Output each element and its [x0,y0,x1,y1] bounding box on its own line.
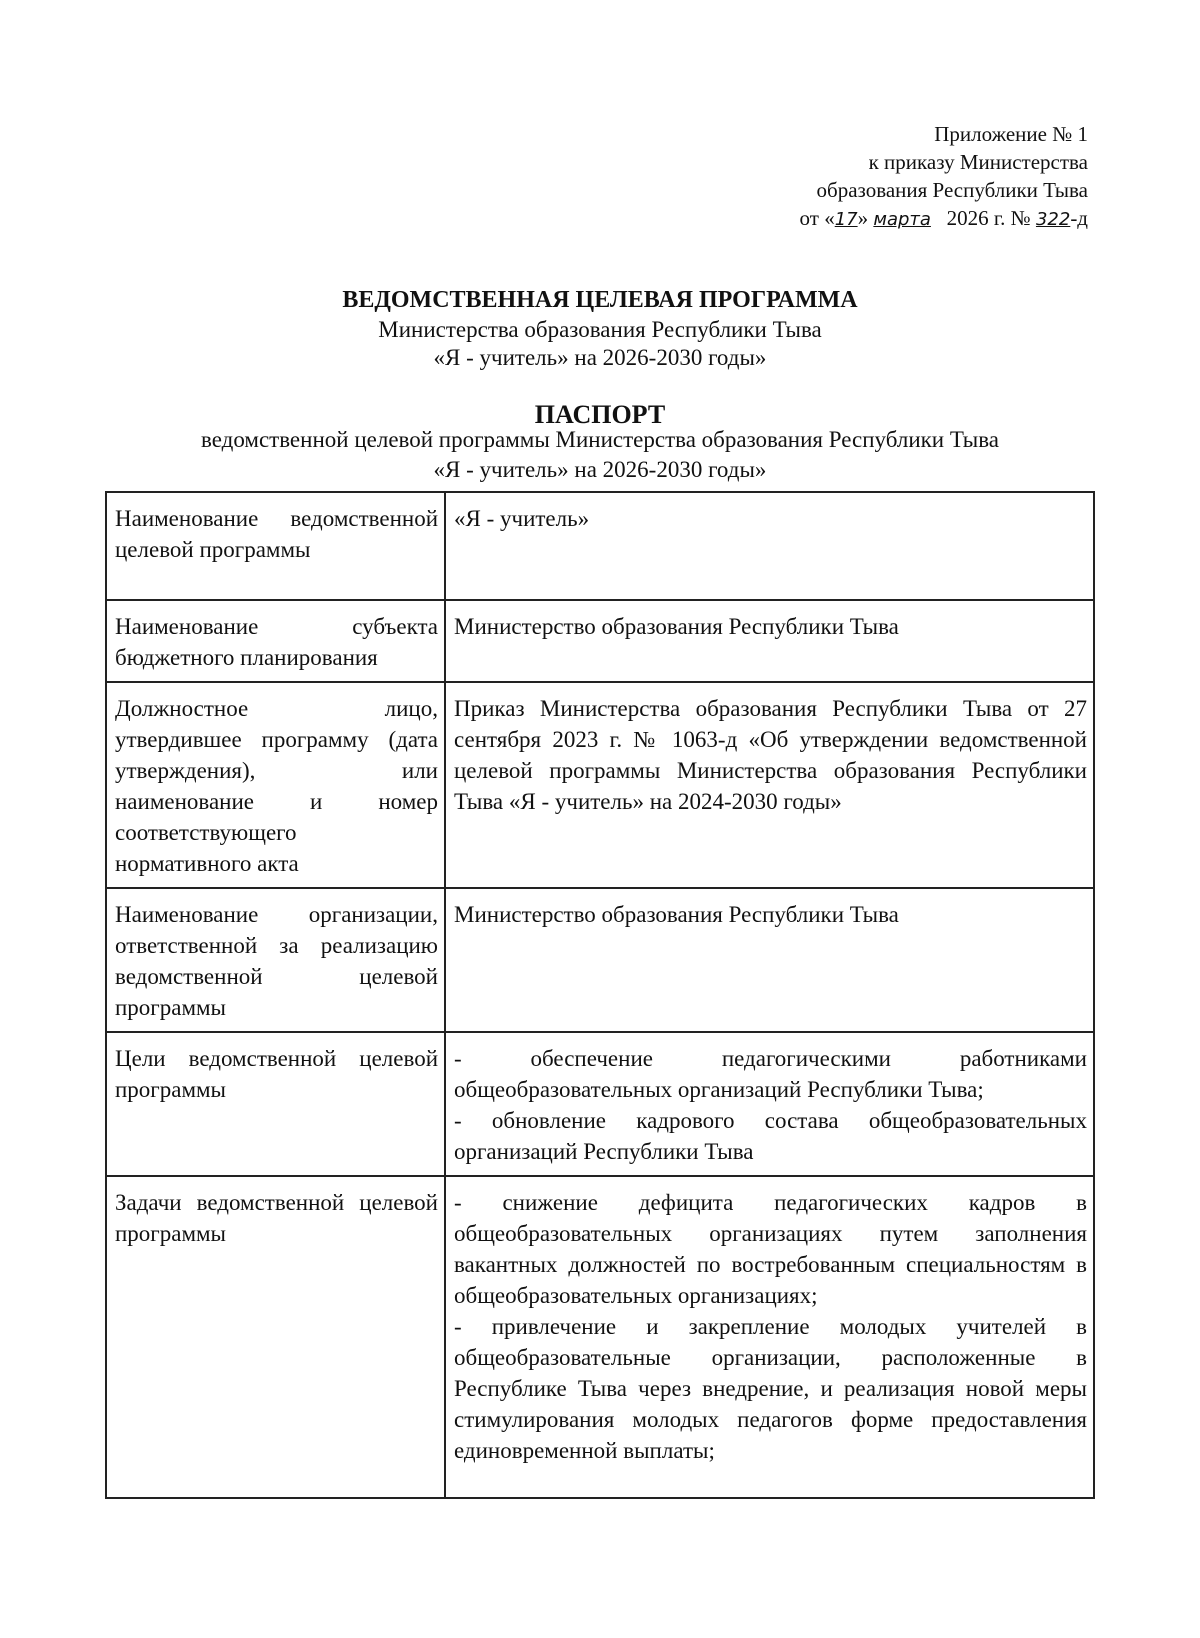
handwritten-day: 17 [834,209,858,230]
appendix-block [800,120,1088,234]
task-item: - привлечение и закрепление молодых учителей в общеобразовательные организации, расположенные в Республике Тыва через внедрение, и реализация новой меры стимулирования молодых педагогов форме предоставления единовременной выплаты; [454,1314,1087,1463]
date-mid: » [857,206,869,230]
row-label: Наименование субъекта бюджетного планирования [106,600,445,682]
table-row [106,682,1094,888]
table-row [106,600,1094,682]
appendix-date-line [800,204,1088,234]
program-title: ВЕДОМСТВЕННАЯ ЦЕЛЕВАЯ ПРОГРАММА [342,287,858,313]
appendix-line-2: к приказу Министерства [868,150,1088,174]
row-value [445,1176,1094,1498]
passport-subtitle-2: «Я - учитель» на 2026-2030 годы» [433,457,767,482]
passport-subtitle-1: ведомственной целевой программы Министерства образования Республики Тыва [201,427,999,452]
number-suffix: -д [1070,206,1088,230]
program-subtitle-2: «Я - учитель» на 2026-2030 годы» [433,345,767,370]
row-value: Приказ Министерства образования Республики Тыва от 27 сентября 2023 г. № 1063-д «Об утверждении ведомственной целевой программы Министерства образования Республики Тыва «Я - учитель» на 2024-2030 годы» [445,682,1094,888]
appendix-line-1: Приложение № 1 [934,122,1088,146]
table-row [106,888,1094,1032]
row-value: «Я - учитель» [445,492,1094,600]
goal-item: - обновление кадрового состава общеобразовательных организаций Республики Тыва [454,1108,1087,1164]
handwritten-number: 322 [1035,209,1071,230]
passport-heading: ПАСПОРТ [534,400,666,429]
table-row [106,492,1094,600]
row-value: Министерство образования Республики Тыва [445,600,1094,682]
table-row [106,1176,1094,1498]
row-label: Цели ведомственной целевой программы [106,1032,445,1176]
program-subtitle-1: Министерства образования Республики Тыва [378,317,822,342]
year-text: 2026 г. № [946,206,1031,230]
table-row [106,1032,1094,1176]
row-label: Задачи ведомственной целевой программы [106,1176,445,1498]
date-prefix: от « [799,206,835,230]
passport-table [105,491,1095,1499]
row-value: Министерство образования Республики Тыва [445,888,1094,1032]
task-item: - снижение дефицита педагогических кадров в общеобразовательных организациях путем заполнения вакантных должностей по востребованным специальностям в общеобразовательных организациях; [454,1190,1087,1308]
row-label: Наименование ведомственной целевой программы [106,492,445,600]
handwritten-month: марта [873,209,931,230]
row-label: Наименование организации, ответственной за реализацию ведомственной целевой программы [106,888,445,1032]
appendix-line-3: образования Республики Тыва [816,178,1088,202]
row-value [445,1032,1094,1176]
goal-item: - обеспечение педагогическими работниками общеобразовательных организаций Республики Тыва; [454,1046,1087,1102]
row-label: Должностное лицо, утвердившее программу (дата утверждения), или наименование и номер соответствующего нормативного акта [106,682,445,888]
